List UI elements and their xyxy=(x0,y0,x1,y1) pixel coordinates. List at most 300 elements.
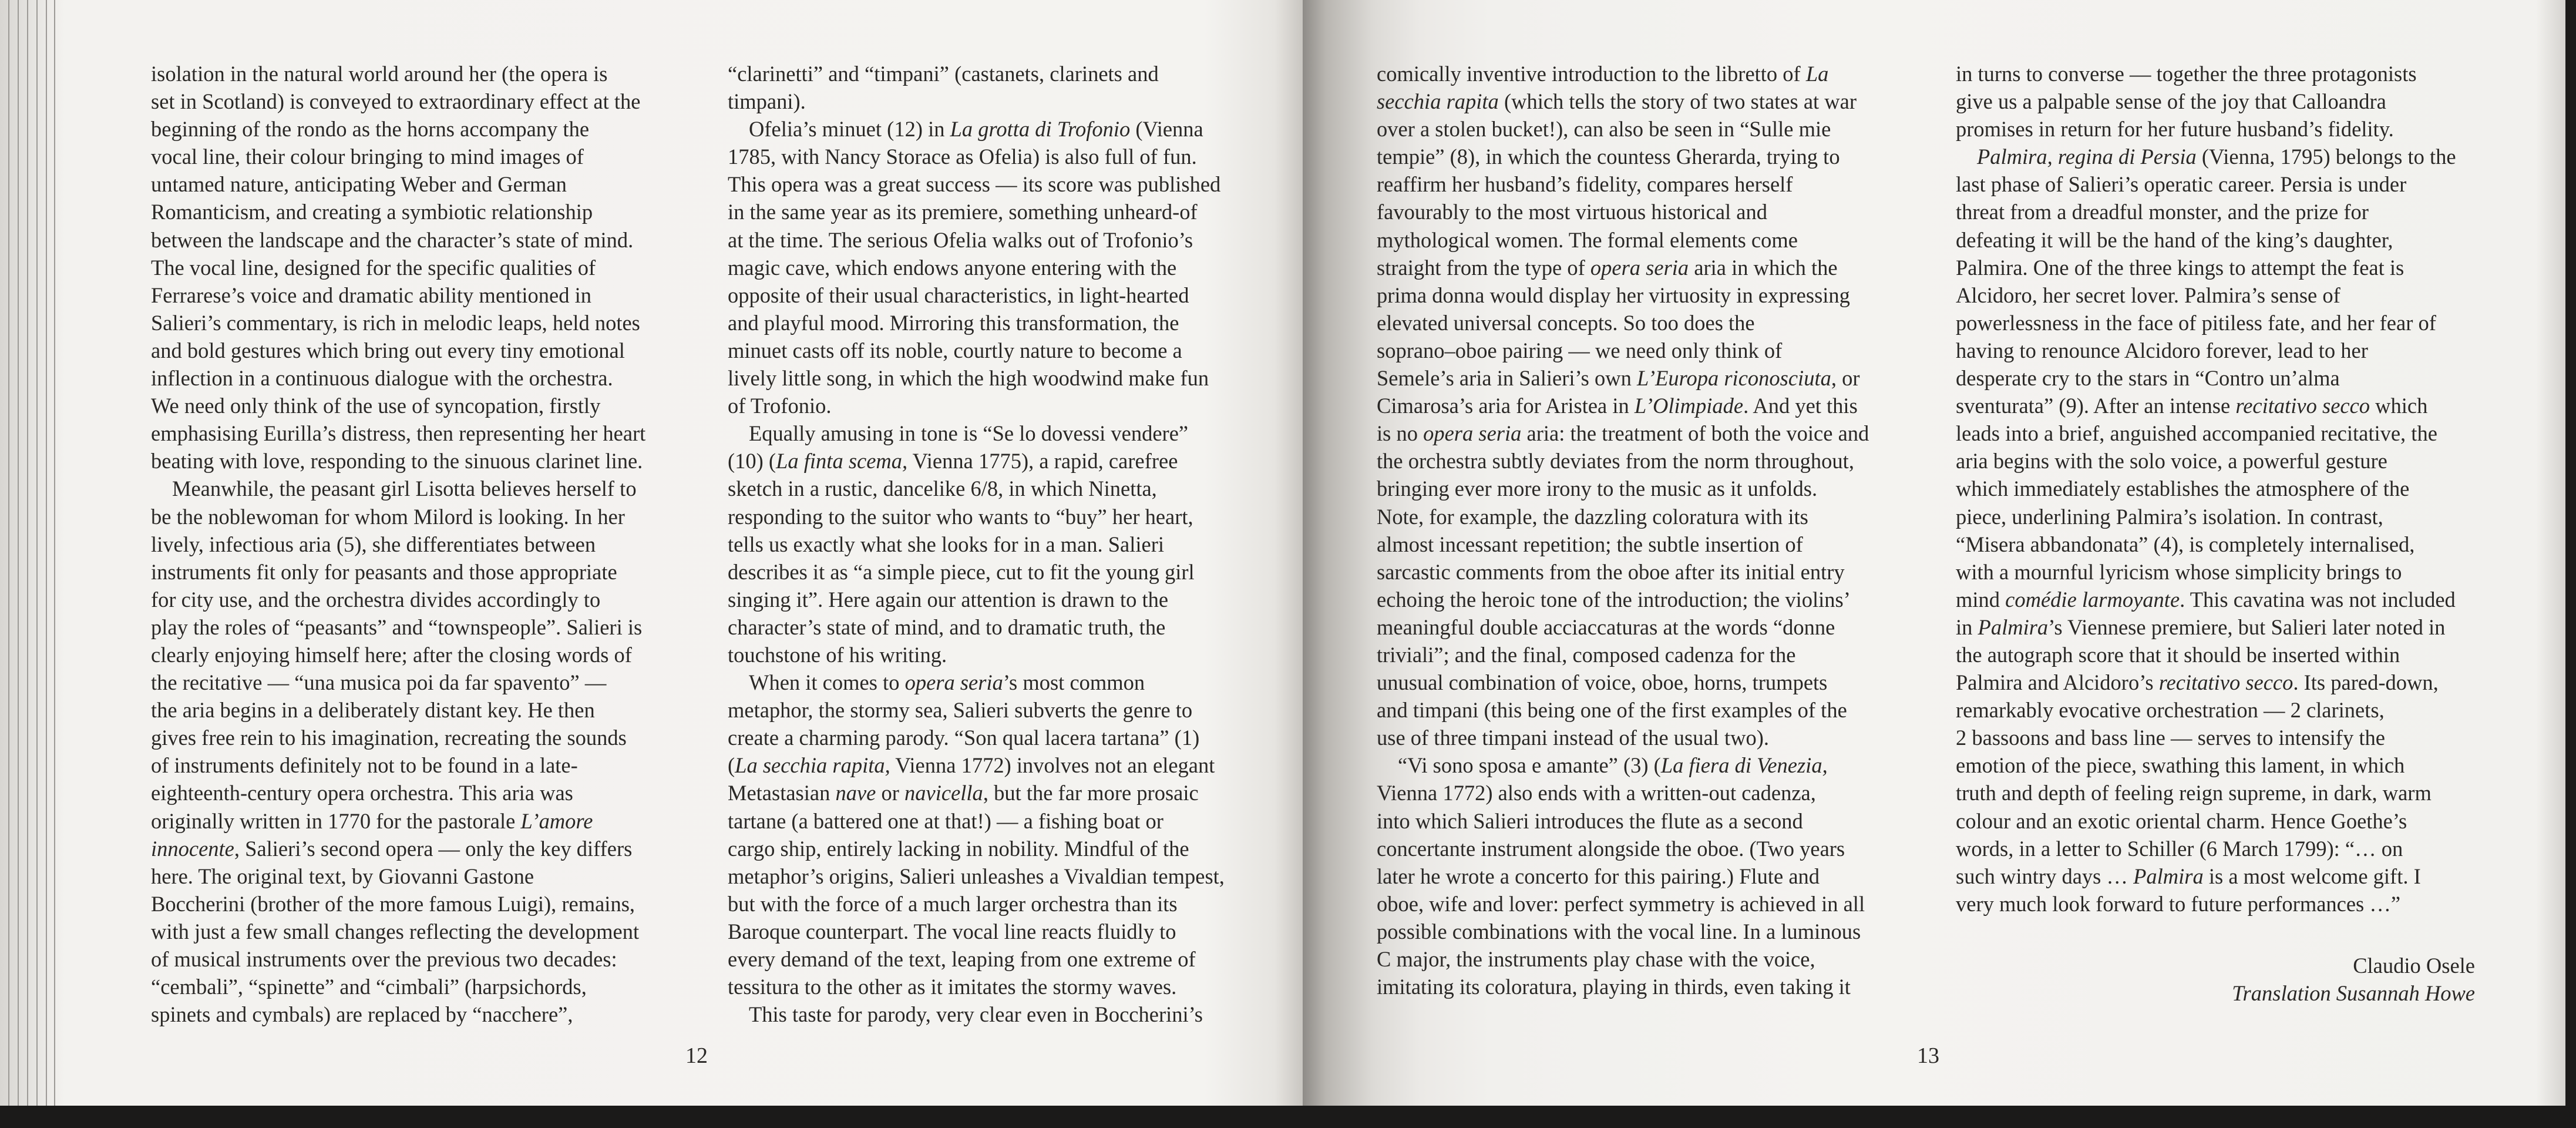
italic-text: navicella xyxy=(904,781,983,805)
text-run: , Salieri’s second opera — only the key differs xyxy=(234,836,633,861)
text-run: in the same year as its premiere, something unheard-of xyxy=(728,200,1198,224)
italic-text: opera seria xyxy=(1590,255,1689,280)
text-run: ’s most common xyxy=(1003,670,1145,695)
text-run: be the noblewoman for whom Milord is looking. In her xyxy=(151,504,625,529)
text-run: beginning of the rondo as the horns accompany the xyxy=(151,117,590,142)
text-run: isolation in the natural world around her (the opera is xyxy=(151,62,608,86)
text-run: give us a palpable sense of the joy that Calloandra xyxy=(1956,89,2386,114)
text-run: colour and an exotic oriental charm. Hence Goethe’s xyxy=(1956,808,2407,833)
text-run: touchstone of his writing. xyxy=(728,642,947,667)
text-run: Romanticism, and creating a symbiotic relationship xyxy=(151,200,593,224)
paragraph xyxy=(728,60,1225,115)
text-run: Boccherini (brother of the more famous Luigi), remains, xyxy=(151,891,635,916)
text-line xyxy=(728,281,1225,309)
text-line xyxy=(1377,724,1869,751)
text-line xyxy=(1956,337,2456,364)
text-run: favourably to the most virtuous historical and xyxy=(1377,200,1767,224)
text-line xyxy=(151,226,645,254)
text-run: describes it as “a simple piece, cut to fit the young girl xyxy=(728,559,1195,584)
italic-text: opera seria xyxy=(904,670,1003,695)
text-run: singing it”. Here again our attention is drawn to the xyxy=(728,587,1169,612)
text-line xyxy=(1377,558,1869,586)
text-run: leads into a brief, anguished accompanied recitative, the xyxy=(1956,421,2437,446)
text-run: the recitative — “una musica poi da far spavento” — xyxy=(151,670,607,695)
text-run: ’s Viennese premiere, but Salieri later noted in xyxy=(2048,615,2446,639)
text-line xyxy=(1956,807,2456,835)
text-line xyxy=(1956,696,2456,724)
text-run: here. The original text, by Giovanni Gastone xyxy=(151,864,534,888)
text-line xyxy=(728,143,1225,170)
text-line xyxy=(151,751,645,779)
text-line xyxy=(1956,198,2456,226)
text-run: tells us exactly what she looks for in a man. Salieri xyxy=(728,532,1165,556)
text-run: timpani). xyxy=(728,89,806,114)
text-run: 2 bassoons and bass line — serves to intensify the xyxy=(1956,726,2385,750)
text-run: lively little song, in which the high woodwind make fun xyxy=(728,366,1209,391)
text-line xyxy=(151,364,645,392)
text-line xyxy=(728,364,1225,392)
text-run: , but the far more prosaic xyxy=(983,781,1199,805)
italic-text: L’Olimpiade xyxy=(1634,394,1744,418)
text-line xyxy=(1956,447,2456,475)
text-run: We need only think of the use of syncopation, firstly xyxy=(151,394,601,418)
text-line xyxy=(1956,586,2456,613)
text-line xyxy=(728,447,1225,475)
text-line xyxy=(728,669,1225,696)
text-line xyxy=(151,807,645,835)
text-run: meaningful double acciaccaturas at the words “donne xyxy=(1377,615,1835,639)
text-line xyxy=(1377,890,1869,918)
text-run: metaphor’s origins, Salieri unleashes a Vivaldian tempest, xyxy=(728,864,1225,888)
text-line xyxy=(1956,392,2456,419)
text-run: for city use, and the orchestra divides accordingly to xyxy=(151,587,601,612)
text-run: magic cave, which endows anyone entering with the xyxy=(728,255,1177,280)
text-run: of Trofonio. xyxy=(728,394,832,418)
text-run: Palmira and Alcidoro’s xyxy=(1956,670,2159,695)
text-run: concertante instrument alongside the oboe. (Two years xyxy=(1377,836,1845,861)
text-run: This opera was a great success — its score was published xyxy=(728,172,1221,197)
text-line xyxy=(1377,143,1869,170)
text-run: which xyxy=(2370,394,2428,418)
text-run: into which Salieri introduces the flute as a second xyxy=(1377,808,1803,833)
text-line xyxy=(728,862,1225,890)
text-run: between the landscape and the character’s state of mind. xyxy=(151,227,634,252)
translator-credit: Translation Susannah Howe xyxy=(2232,981,2475,1005)
text-run: beating with love, responding to the sinuous clarinet line. xyxy=(151,449,643,474)
italic-text: recitativo secco xyxy=(2158,670,2293,695)
text-line xyxy=(1377,475,1869,502)
text-run: When it comes to xyxy=(749,670,905,695)
text-line xyxy=(728,503,1225,531)
text-line xyxy=(151,447,645,475)
italic-text: nave xyxy=(835,781,876,805)
text-run: opposite of their usual characteristics, in light-hearted xyxy=(728,283,1189,307)
text-line xyxy=(1956,475,2456,502)
text-run: create a charming parody. “Son qual lacera tartana” (1) xyxy=(728,726,1200,750)
text-run: clearly enjoying himself here; after the closing words of xyxy=(151,642,632,667)
text-run: the aria begins in a deliberately distant key. He then xyxy=(151,698,595,723)
italic-text: comédie larmoyante xyxy=(2005,587,2180,612)
text-line xyxy=(1377,115,1869,143)
text-line xyxy=(1377,669,1869,696)
paragraph xyxy=(151,60,645,475)
text-run: . Its pared-down, xyxy=(2293,670,2439,695)
text-run: (10) ( xyxy=(728,449,776,474)
text-line xyxy=(728,613,1225,641)
text-run: of instruments definitely not to be found in a late- xyxy=(151,753,578,778)
page-edge-line xyxy=(18,0,19,1106)
text-line xyxy=(728,696,1225,724)
text-line xyxy=(1377,751,1869,779)
text-run: responding to the suitor who wants to “buy” her heart, xyxy=(728,504,1193,529)
text-line xyxy=(151,88,645,115)
text-line xyxy=(151,890,645,918)
text-run: of musical instruments over the previous two decades: xyxy=(151,947,617,971)
text-line xyxy=(1377,392,1869,419)
text-run: Note, for example, the dazzling coloratura with its xyxy=(1377,504,1808,529)
text-run: elevated universal concepts. So too does the xyxy=(1377,310,1755,335)
text-line xyxy=(1377,254,1869,281)
text-line xyxy=(1956,364,2456,392)
text-run: and playful mood. Mirroring this transformation, the xyxy=(728,310,1179,335)
text-line xyxy=(1956,531,2456,558)
text-run: truth and depth of feeling reign supreme, in dark, warm xyxy=(1956,781,2432,805)
text-run: or xyxy=(876,781,905,805)
text-line xyxy=(151,862,645,890)
text-line xyxy=(151,309,645,337)
text-run: the autograph score that it should be inserted within xyxy=(1956,642,2400,667)
page-edge-line xyxy=(54,0,55,1106)
text-line xyxy=(151,531,645,558)
italic-text: Palmira xyxy=(1978,615,2049,639)
text-run: at the time. The serious Ofelia walks out of Trofonio’s xyxy=(728,227,1193,252)
italic-text: La xyxy=(1805,62,1829,86)
text-run: powerlessness in the face of pitiless fate, and her fear of xyxy=(1956,310,2436,335)
text-run: but with the force of a much larger orchestra than its xyxy=(728,891,1178,916)
text-run: “Misera abbandonata” (4), is completely internalised, xyxy=(1956,532,2415,556)
page-number-left: 12 xyxy=(685,1043,708,1068)
paragraph xyxy=(1956,143,2456,918)
text-line xyxy=(151,1001,645,1028)
text-line xyxy=(728,724,1225,751)
text-line xyxy=(1377,364,1869,392)
text-run: tartane (a battered one at that!) — a fishing boat or xyxy=(728,808,1163,833)
text-run: over a stolen bucket!), can also be seen in “Sulle mie xyxy=(1377,117,1831,142)
text-line xyxy=(1956,281,2456,309)
text-line xyxy=(1377,170,1869,198)
text-run: character’s state of mind, and to dramatic truth, the xyxy=(728,615,1166,639)
text-line xyxy=(728,835,1225,862)
text-run: mind xyxy=(1956,587,2006,612)
text-run: Vienna 1772) also ends with a written-out cadenza, xyxy=(1377,781,1816,805)
text-line xyxy=(151,945,645,973)
text-run: minuet casts off its noble, courtly nature to become a xyxy=(728,338,1182,362)
text-line xyxy=(151,254,645,281)
author-signature: Claudio Osele xyxy=(2353,954,2475,978)
paragraph xyxy=(1377,751,1869,1001)
text-line xyxy=(1956,669,2456,696)
text-run: remarkably evocative orchestration — 2 clarinets, xyxy=(1956,698,2385,723)
text-line xyxy=(151,669,645,696)
text-line xyxy=(1377,613,1869,641)
text-run: echoing the heroic tone of the introduction; the violins’ xyxy=(1377,587,1851,612)
italic-text: La finta scema, xyxy=(776,449,908,474)
text-line xyxy=(1956,558,2456,586)
text-line xyxy=(728,1001,1225,1028)
text-run: . And yet this xyxy=(1743,394,1858,418)
text-run: sventurata” (9). After an intense xyxy=(1956,394,2236,418)
text-column xyxy=(728,60,1225,1028)
paragraph xyxy=(151,475,645,1028)
text-run: Vienna 1775), a rapid, carefree xyxy=(907,449,1178,474)
text-run: eighteenth-century opera orchestra. This aria was xyxy=(151,781,573,805)
text-run: Vienna 1772) involves not an elegant xyxy=(890,753,1215,778)
text-line xyxy=(728,198,1225,226)
text-run: soprano–oboe pairing — we need only think of xyxy=(1377,338,1783,362)
text-run: such wintry days … xyxy=(1956,864,2134,888)
text-line xyxy=(151,503,645,531)
text-line xyxy=(1377,281,1869,309)
text-line xyxy=(1377,586,1869,613)
text-run: spinets and cymbals) are replaced by “nacchere”, xyxy=(151,1002,573,1027)
text-line xyxy=(151,392,645,419)
text-run: in xyxy=(1956,615,1978,639)
text-line xyxy=(1956,254,2456,281)
text-line xyxy=(1956,419,2456,447)
text-run: gives free rein to his imagination, recreating the sounds xyxy=(151,726,627,750)
italic-text: secchia rapita xyxy=(1377,89,1499,114)
text-run: set in Scotland) is conveyed to extraordinary effect at the xyxy=(151,89,641,114)
text-line xyxy=(728,586,1225,613)
text-run: (Vienna, 1795) belongs to the xyxy=(2196,145,2456,169)
text-line xyxy=(1377,945,1869,973)
text-run: promises in return for her future husband’s fidelity. xyxy=(1956,117,2394,142)
text-line xyxy=(1956,890,2456,918)
text-line xyxy=(151,558,645,586)
text-run: ( xyxy=(728,753,735,778)
text-column xyxy=(151,60,645,1028)
text-line xyxy=(151,475,645,502)
text-run: , or xyxy=(1831,366,1860,391)
text-run: This taste for parody, very clear even in Boccherini’s xyxy=(749,1002,1203,1027)
paragraph xyxy=(1377,60,1869,751)
text-run: and timpani (this being one of the first examples of the xyxy=(1377,698,1847,723)
text-run: Ferrarese’s voice and dramatic ability mentioned in xyxy=(151,283,592,307)
text-line xyxy=(728,60,1225,88)
text-line xyxy=(728,337,1225,364)
text-column xyxy=(1377,60,1869,1001)
text-run: 1785, with Nancy Storace as Ofelia) is also full of fun. xyxy=(728,145,1197,169)
text-line xyxy=(151,115,645,143)
text-run: Semele’s aria in Salieri’s own xyxy=(1377,366,1637,391)
text-run: desperate cry to the stars in “Contro un’alma xyxy=(1956,366,2340,391)
text-run: metaphor, the stormy sea, Salieri subverts the genre to xyxy=(728,698,1193,723)
text-line xyxy=(1377,419,1869,447)
text-run: prima donna would display her virtuosity in expressing xyxy=(1377,283,1850,307)
italic-text: L’Europa riconosciuta xyxy=(1636,366,1831,391)
text-line xyxy=(1956,724,2456,751)
text-line xyxy=(728,779,1225,807)
text-run: every demand of the text, leaping from one extreme of xyxy=(728,947,1196,971)
text-run: Baroque counterpart. The vocal line reacts fluidly to xyxy=(728,919,1176,944)
text-line xyxy=(1956,779,2456,807)
text-line xyxy=(1956,751,2456,779)
text-run: . This cavatina was not included xyxy=(2180,587,2456,612)
text-line xyxy=(728,531,1225,558)
text-line xyxy=(728,641,1225,669)
text-run: almost incessant repetition; the subtle insertion of xyxy=(1377,532,1803,556)
text-run: is a most welcome gift. I xyxy=(2203,864,2421,888)
text-run: aria begins with the solo voice, a powerful gesture xyxy=(1956,449,2387,474)
paragraph xyxy=(728,115,1225,419)
paragraph xyxy=(728,1001,1225,1028)
text-run: reaffirm her husband’s fidelity, compares herself xyxy=(1377,172,1793,197)
text-run: the orchestra subtly deviates from the norm throughout, xyxy=(1377,449,1854,474)
text-run: mythological women. The formal elements come xyxy=(1377,227,1798,252)
text-run: piece, underlining Palmira’s isolation. In contrast, xyxy=(1956,504,2383,529)
text-line xyxy=(1377,309,1869,337)
text-line xyxy=(1377,60,1869,88)
text-line xyxy=(151,60,645,88)
text-run: emphasising Eurilla’s distress, then representing her heart xyxy=(151,421,646,446)
text-line xyxy=(1956,503,2456,531)
text-run: is no xyxy=(1377,421,1424,446)
text-line xyxy=(728,918,1225,945)
text-line xyxy=(151,198,645,226)
text-line xyxy=(1377,973,1869,1001)
text-line xyxy=(1956,862,2456,890)
text-line xyxy=(1956,88,2456,115)
text-line xyxy=(1377,835,1869,862)
text-line xyxy=(151,337,645,364)
text-run: triviali”; and the final, composed cadenza for the xyxy=(1377,642,1796,667)
text-line xyxy=(1956,641,2456,669)
page-number-right: 13 xyxy=(1917,1043,1939,1068)
text-line xyxy=(151,973,645,1001)
text-line xyxy=(151,724,645,751)
text-line xyxy=(151,143,645,170)
text-line xyxy=(728,88,1225,115)
text-line xyxy=(1377,531,1869,558)
text-run: with a mournful lyricism whose simplicity brings to xyxy=(1956,559,2402,584)
text-line xyxy=(1956,309,2456,337)
text-run: instruments fit only for peasants and those appropriate xyxy=(151,559,617,584)
text-line xyxy=(1377,641,1869,669)
text-line xyxy=(1377,88,1869,115)
text-line xyxy=(1377,226,1869,254)
text-run: play the roles of “peasants” and “townspeople”. Salieri is xyxy=(151,615,643,639)
text-line xyxy=(728,170,1225,198)
text-run: imitating its coloratura, playing in thirds, even taking it xyxy=(1377,975,1851,999)
text-run: sketch in a rustic, dancelike 6/8, in which Ninetta, xyxy=(728,476,1157,501)
text-line xyxy=(151,613,645,641)
text-run: possible combinations with the vocal line. In a luminous xyxy=(1377,919,1861,944)
italic-text: L’amore xyxy=(520,808,593,833)
italic-text: La grotta di Trofonio xyxy=(950,117,1131,142)
page-edge-line xyxy=(27,0,28,1106)
italic-text: innocente xyxy=(151,836,234,861)
text-line xyxy=(728,115,1225,143)
text-line xyxy=(1377,862,1869,890)
text-run: aria: the treatment of both the voice and xyxy=(1521,421,1869,446)
text-run: (Vienna xyxy=(1130,117,1203,142)
text-line xyxy=(728,254,1225,281)
text-run: The vocal line, designed for the specific qualities of xyxy=(151,255,596,280)
text-run: oboe, wife and lover: perfect symmetry is achieved in all xyxy=(1377,891,1865,916)
italic-text: Palmira xyxy=(2133,864,2204,888)
text-run: very much look forward to future performances …” xyxy=(1956,891,2401,916)
text-run: in turns to converse — together the three protagonists xyxy=(1956,62,2417,86)
text-run: C major, the instruments play chase with the voice, xyxy=(1377,947,1815,971)
text-line xyxy=(151,918,645,945)
text-line xyxy=(151,586,645,613)
text-run: “clarinetti” and “timpani” (castanets, clarinets and xyxy=(728,62,1159,86)
text-run: aria in which the xyxy=(1689,255,1838,280)
paragraph xyxy=(728,419,1225,669)
text-run: “Vi sono sposa e amante” (3) ( xyxy=(1398,753,1661,778)
text-run: Meanwhile, the peasant girl Lisotta believes herself to xyxy=(172,476,637,501)
text-run: defeating it will be the hand of the king’s daughter, xyxy=(1956,227,2393,252)
text-line xyxy=(1377,807,1869,835)
text-run: having to renounce Alcidoro forever, lead to her xyxy=(1956,338,2368,362)
text-run: sarcastic comments from the oboe after its initial entry xyxy=(1377,559,1845,584)
text-run: inflection in a continuous dialogue with the orchestra. xyxy=(151,366,613,391)
text-line xyxy=(151,779,645,807)
text-line xyxy=(1956,60,2456,88)
text-column xyxy=(1956,60,2456,918)
text-run: Equally amusing in tone is “Se lo dovessi vendere” xyxy=(749,421,1189,446)
text-line xyxy=(728,973,1225,1001)
text-run: words, in a letter to Schiller (6 March 1799): “… on xyxy=(1956,836,2403,861)
text-line xyxy=(1956,835,2456,862)
text-line xyxy=(1956,143,2456,170)
text-run: Metastasian xyxy=(728,781,836,805)
page-edge-line xyxy=(36,0,38,1106)
text-run: originally written in 1770 for the pastorale xyxy=(151,808,521,833)
text-line xyxy=(1377,337,1869,364)
text-run: with just a few small changes reflecting the development xyxy=(151,919,640,944)
text-run: comically inventive introduction to the libretto of xyxy=(1377,62,1806,86)
text-run: vocal line, their colour bringing to mind images of xyxy=(151,145,584,169)
text-line xyxy=(728,309,1225,337)
text-run: straight from the type of xyxy=(1377,255,1590,280)
text-line xyxy=(728,475,1225,502)
text-run: bringing ever more irony to the music as it unfolds. xyxy=(1377,476,1818,501)
text-run: threat from a dreadful monster, and the prize for xyxy=(1956,200,2369,224)
text-line xyxy=(1956,226,2456,254)
text-line xyxy=(1377,696,1869,724)
text-run: Cimarosa’s aria for Aristea in xyxy=(1377,394,1635,418)
text-run: last phase of Salieri’s operatic career. Persia is under xyxy=(1956,172,2407,197)
text-line xyxy=(1377,503,1869,531)
text-line xyxy=(728,419,1225,447)
text-line xyxy=(728,392,1225,419)
italic-text: Palmira, regina di Persia xyxy=(1977,145,2197,169)
text-line xyxy=(1956,170,2456,198)
text-run: tempie” (8), in which the countess Gherarda, trying to xyxy=(1377,145,1840,169)
text-line xyxy=(151,170,645,198)
text-run: Ofelia’s minuet (12) in xyxy=(749,117,950,142)
text-run: lively, infectious aria (5), she differentiates between xyxy=(151,532,596,556)
text-line xyxy=(728,558,1225,586)
italic-text: La secchia rapita, xyxy=(735,753,890,778)
text-line xyxy=(728,226,1225,254)
italic-text: opera seria xyxy=(1423,421,1522,446)
text-run: untamed nature, anticipating Weber and German xyxy=(151,172,567,197)
text-run: tessitura to the other as it imitates the stormy waves. xyxy=(728,975,1177,999)
paragraph xyxy=(1956,60,2456,143)
italic-text: recitativo secco xyxy=(2235,394,2370,418)
